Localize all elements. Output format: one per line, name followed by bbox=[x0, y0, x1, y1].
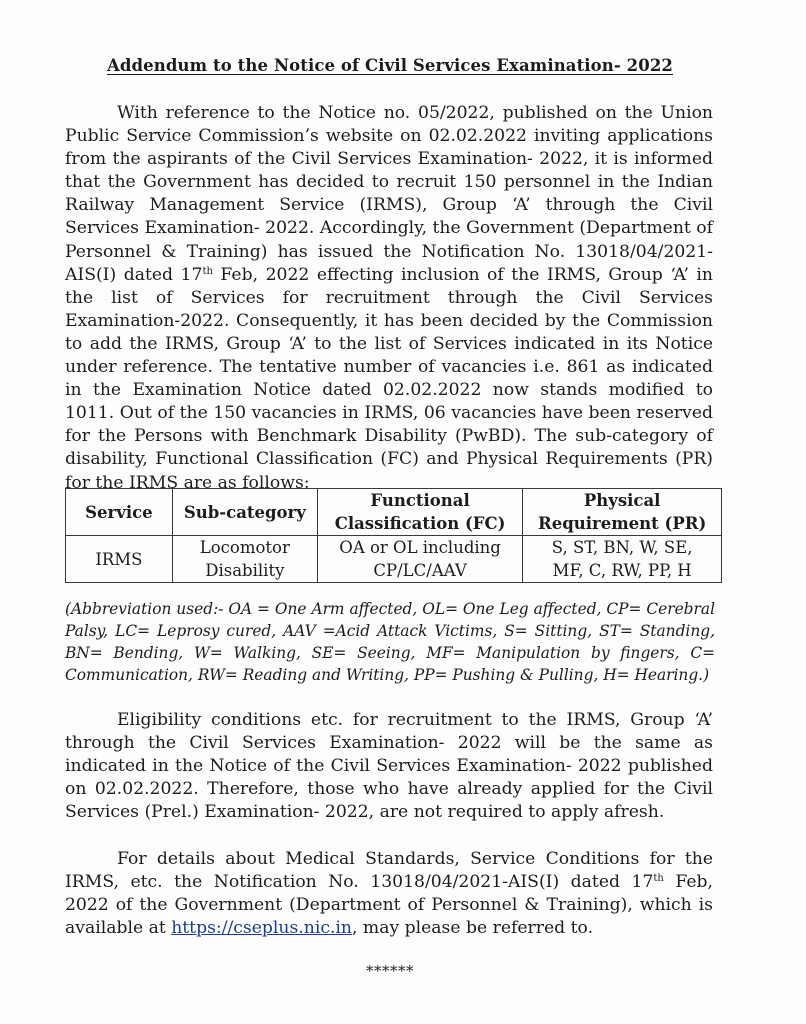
table-row bbox=[66, 536, 722, 583]
irms-disability-table bbox=[65, 488, 722, 583]
header-service: Service bbox=[66, 489, 173, 536]
paragraph-eligibility bbox=[65, 709, 713, 824]
paragraph-reference-notice bbox=[65, 102, 713, 495]
paragraph-2-text: Eligibility conditions etc. for recruitment to the IRMS, Group ‘A’ through the Civil Services Examination- 2022 will be the same as indicated in the Notice of the Civil Services Examination- 2022 published on 02.02.2022. Therefore, those who have already applied for the Civil Services (Prel.) Examination- 2022, are not required to apply afresh. bbox=[65, 710, 713, 823]
header-subcategory: Sub-category bbox=[172, 489, 317, 536]
document-title: Addendum to the Notice of Civil Services Examination- 2022 bbox=[107, 56, 673, 75]
paragraph-1-text-a: With reference to the Notice no. 05/2022, published on the Union Public Service Commission’s website on 02.02.2022 inviting applications from the aspirants of the Civil Services Examination- 2022, it is informed that the Government has decided to recruit 150 personnel in the Indian Railway Management Service (IRMS), Group ‘A’ through the Civil Services Examination- 2022. Accordingly, the Government (Department of Personnel & Training) has issued the Notification No. 13018/04/2021-AIS(I) dated 17 bbox=[65, 103, 713, 285]
paragraph-1-text-b: Feb, 2022 effecting inclusion of the IRMS, Group ‘A’ in the list of Services for recruitment through the Civil Services Examination-2022. Consequently, it has been decided by the Commission to add the IRMS, Group ‘A’ to the list of Services indicated in its Notice under reference. The tentative number of vacancies i.e. 861 as indicated in the Examination Notice dated 02.02.2022 now stands modified to 1011. Out of the 150 vacancies in IRMS, 06 vacancies have been reserved for the Persons with Benchmark Disability (PwBD). The sub-category of disability, Functional Classification (FC) and Physical Requirements (PR) for the IRMS are as follows: bbox=[65, 264, 714, 493]
table-header-row bbox=[66, 489, 722, 536]
end-marker: ****** bbox=[366, 962, 414, 980]
cell-physical-requirement: S, ST, BN, W, SE, MF, C, RW, PP, H bbox=[523, 536, 722, 583]
abbreviations-note: (Abbreviation used:- OA = One Arm affected, OL= One Leg affected, CP= Cerebral Palsy, LC= Leprosy cured, AAV =Acid Attack Victims, S= Sitting, ST= Standing, BN= Bending, W= Walking, SE= Seeing, MF= Manipulation by fingers, C= Communication, RW= Reading and Writing, PP= Pushing & Pulling, H= Hearing.) bbox=[65, 600, 715, 684]
cell-service: IRMS bbox=[66, 536, 173, 583]
superscript-th: th bbox=[653, 873, 664, 885]
cell-functional-classification: OA or OL including CP/LC/AAV bbox=[317, 536, 522, 583]
header-physical-requirement: Physical Requirement (PR) bbox=[523, 489, 722, 536]
cell-subcategory: Locomotor Disability bbox=[172, 536, 317, 583]
superscript-th: th bbox=[202, 265, 213, 277]
paragraph-medical-standards bbox=[65, 848, 713, 940]
cseplus-link[interactable]: https://cseplus.nic.in bbox=[171, 918, 352, 939]
header-functional-classification: Functional Classification (FC) bbox=[317, 489, 522, 536]
paragraph-3-text-b: Feb, 2022 of the Government (Department of Personnel & Training), which is available at bbox=[65, 872, 713, 939]
paragraph-3-text-a: For details about Medical Standards, Service Conditions for the IRMS, etc. the Notification No. 13018/04/2021-AIS(I) dated 17 bbox=[65, 849, 713, 893]
paragraph-3-text-c: , may please be referred to. bbox=[351, 918, 594, 939]
